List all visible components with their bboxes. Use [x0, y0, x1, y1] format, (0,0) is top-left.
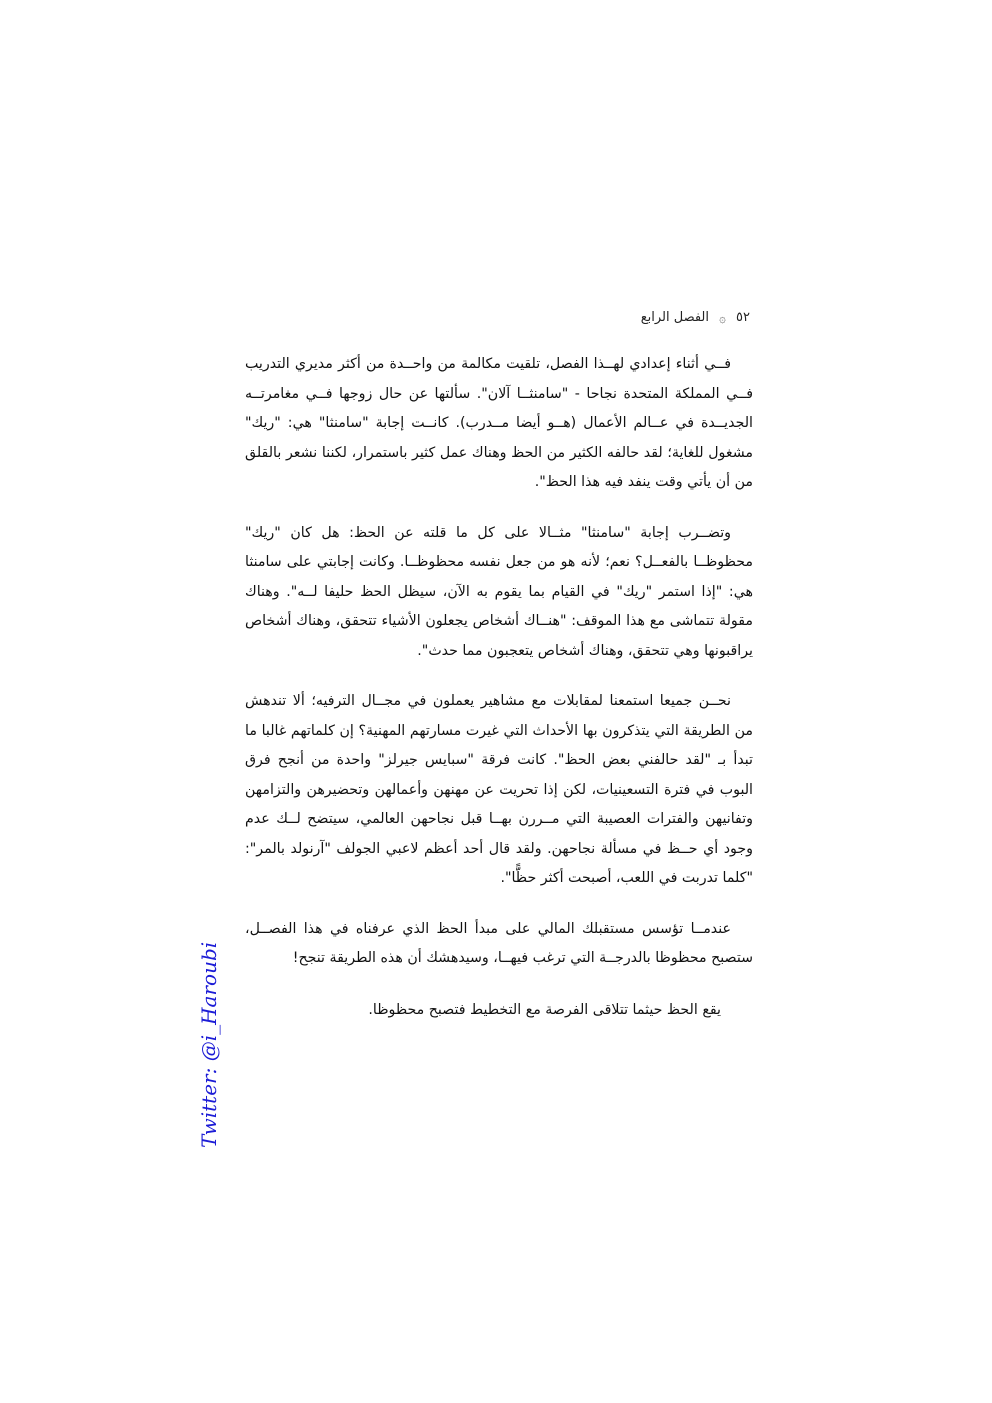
summary-line: يقع الحظ حيثما تتلاقى الفرصة مع التخطيط فتصبح محظوظا.: [368, 1001, 721, 1018]
chapter-title: الفصل الرابع: [640, 310, 709, 325]
paragraph-3: نحــن جميعا استمعنا لمقابلات مع مشاهير يعملون في مجــال الترفيه؛ ألا تندهش من الطريقة التي يتذكرون بها الأحداث التي غيرت مسارتهم المهنية؟ إن كلماتهم غالبا ما تبدأ بـ "لقد حالفني بعض الحظ". كانت فرقة "سبايس جيرلز" واحدة من أنجح فرق البوب في فترة التسعينيات، لكن إذا تحريت عن مهنهن وأعمالهن وتحضيرهن والتزامهن وتفانيهن والفترات العصيبة التي مــررن بهــا قبل نجاحهن العالمي، سيتضح لــك عدم وجود أي حــظ في مسألة نجاحهن. ولقد قال أحد أعظم لاعبي الجولف "آرنولد بالمر": "كلما تدربت في اللعب، أصبحت أكثر حظًّا".: [245, 693, 753, 886]
paragraph-1: فــي أثناء إعدادي لهــذا الفصل، تلقيت مكالمة من واحــدة من أكثر مديري التدريب فــي المملكة المتحدة نجاحا - "سامنثــا آلان". سألتها عن حال زوجها فــي مغامرتــه الجديــدة في عــالم الأعمال (هــو أيضا مــدرب). كانــت إجابة "سامنثا" هي: "ريك" مشغول للغاية؛ لقد حالفه الكثير من الحظ وهناك عمل كثير باستمرار، لكننا نشعر بالقلق من أن يأتي وقت ينفد فيه هذا الحظ".: [245, 356, 753, 490]
paragraph-2: وتضــرب إجابة "سامنثا" مثــالا على كل ما قلته عن الحظ: هل كان "ريك" محظوظــا بالفعــل؟ نعم؛ لأنه هو من جعل نفسه محظوظــا. وكانت إجابتي على سامنثا هي: "إذا استمر "ريك" في القيام بما يقوم به الآن، سيظل الحظ حليفا لــه". وهناك مقولة تتماشى مع هذا الموقف: "هنــاك أشخاص يجعلون الأشياء تتحقق، وهناك أشخاص يراقبونها وهي تتحقق، وهناك أشخاص يتعجبون مما حدث".: [245, 524, 753, 659]
page-header: [560, 310, 750, 325]
page-number: ٥٢: [736, 310, 750, 325]
ornament-icon: ۞: [719, 310, 727, 325]
paragraph-4: عندمــا تؤسس مستقبلك المالي على مبدأ الحظ الذي عرفناه في هذا الفصــل، ستصبح محظوظا بالدرجــة التي ترغب فيهــا، وسيدهشك أن هذه الطريقة تنجح!: [245, 920, 753, 966]
twitter-watermark: Twitter: @i_Haroubi: [197, 941, 221, 1148]
body-text: [245, 350, 753, 1025]
